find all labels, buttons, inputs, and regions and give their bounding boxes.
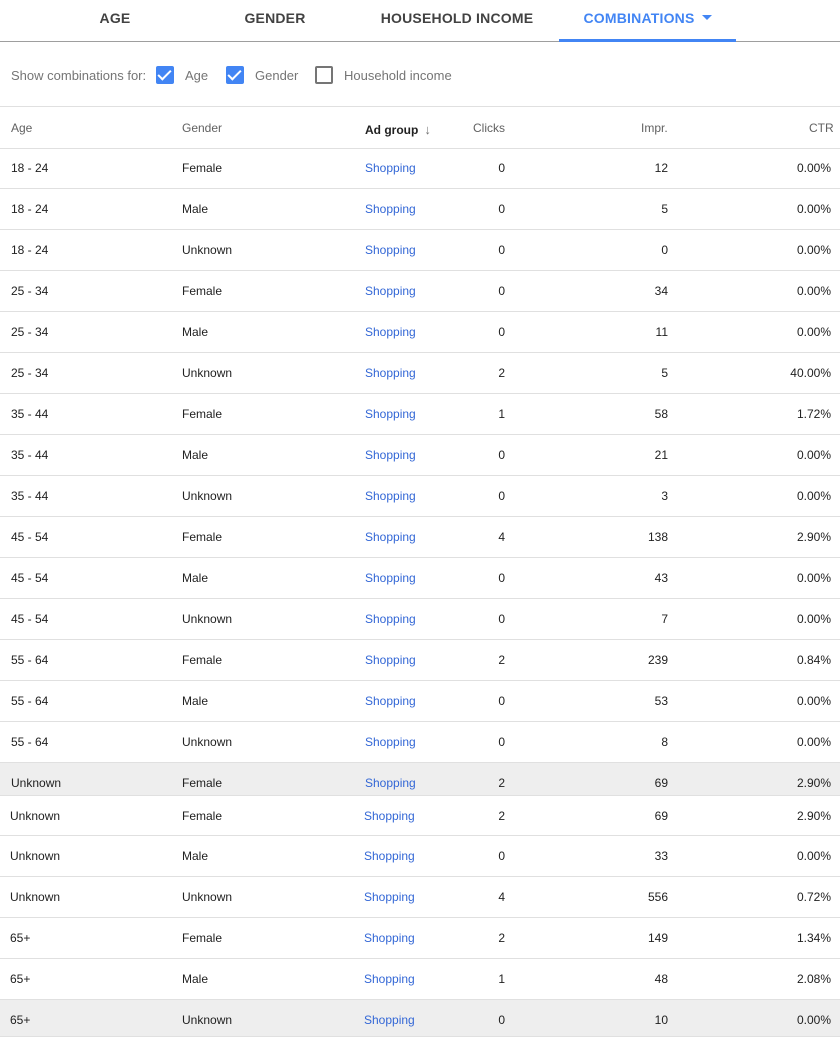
cell-age: 65+ <box>10 972 31 986</box>
cell-ad-group-link[interactable]: Shopping <box>365 776 416 790</box>
table-row[interactable] <box>0 959 840 1000</box>
cell-gender: Female <box>182 530 223 544</box>
column-header-ctr[interactable]: CTR <box>809 121 834 135</box>
cell-gender: Unknown <box>182 1013 233 1027</box>
cell-clicks: 0 <box>498 1013 505 1027</box>
cell-clicks: 0 <box>498 284 505 298</box>
cell-ad-group-link[interactable]: Shopping <box>365 202 416 216</box>
cell-age: 45 - 54 <box>11 612 49 626</box>
arrow-down-icon[interactable]: ↓ <box>424 122 431 137</box>
cell-impr: 69 <box>654 809 668 823</box>
cell-gender: Male <box>182 325 209 339</box>
cell-ctr: 0.00% <box>796 448 831 462</box>
cell-age: 55 - 64 <box>11 653 49 667</box>
cell-gender: Female <box>182 407 223 421</box>
cell-clicks: 0 <box>498 735 505 749</box>
column-header-age[interactable]: Age <box>11 121 33 135</box>
cell-gender: Unknown <box>182 612 233 626</box>
table-row[interactable] <box>0 517 840 558</box>
column-header-clicks[interactable]: Clicks <box>473 121 505 135</box>
cell-ctr: 2.90% <box>796 530 831 544</box>
tab-combinations-label: COMBINATIONS <box>583 10 695 26</box>
cell-age: 25 - 34 <box>11 284 49 298</box>
cell-clicks: 0 <box>498 325 505 339</box>
cell-clicks: 0 <box>498 243 505 257</box>
cell-ad-group-link[interactable]: Shopping <box>365 612 416 626</box>
cell-impr: 138 <box>647 530 668 544</box>
cell-ad-group-link[interactable]: Shopping <box>365 284 416 298</box>
cell-age: 45 - 54 <box>11 571 49 585</box>
cell-ctr: 2.90% <box>796 809 831 823</box>
age-checkbox-label[interactable]: Age <box>185 68 209 83</box>
cell-impr: 53 <box>654 694 668 708</box>
table-row[interactable] <box>0 918 840 959</box>
household-income-checkbox-label[interactable]: Household income <box>344 68 452 83</box>
cell-ctr: 0.00% <box>796 202 831 216</box>
cell-ad-group-link[interactable]: Shopping <box>364 849 415 863</box>
cell-clicks: 2 <box>498 931 505 945</box>
household-income-checkbox[interactable] <box>315 66 333 84</box>
cell-clicks: 0 <box>498 694 505 708</box>
cell-ctr: 0.00% <box>796 571 831 585</box>
table-row[interactable] <box>0 1000 840 1037</box>
cell-ad-group-link[interactable]: Shopping <box>364 809 415 823</box>
cell-ad-group-link[interactable]: Shopping <box>365 489 416 503</box>
column-header-gender[interactable]: Gender <box>182 121 223 135</box>
cell-ad-group-link[interactable]: Shopping <box>364 890 415 904</box>
gender-checkbox-label[interactable]: Gender <box>255 68 299 83</box>
cell-impr: 43 <box>654 571 668 585</box>
cell-age: 18 - 24 <box>11 161 49 175</box>
table-row[interactable] <box>0 763 840 796</box>
cell-ctr: 0.84% <box>796 653 831 667</box>
cell-impr: 58 <box>654 407 668 421</box>
tab-combinations[interactable] <box>559 0 736 42</box>
cell-ad-group-link[interactable]: Shopping <box>365 366 416 380</box>
cell-clicks: 2 <box>498 653 505 667</box>
cell-clicks: 4 <box>498 530 505 544</box>
cell-gender: Male <box>182 202 209 216</box>
cell-age: 25 - 34 <box>11 325 49 339</box>
cell-ctr: 0.00% <box>796 161 831 175</box>
cell-ctr: 1.34% <box>796 931 831 945</box>
table-row[interactable] <box>0 353 840 394</box>
column-header-ad-group-label: Ad group <box>365 123 419 137</box>
cell-impr: 0 <box>661 243 668 257</box>
cell-ctr: 0.00% <box>796 612 831 626</box>
cell-ad-group-link[interactable]: Shopping <box>365 530 416 544</box>
cell-impr: 7 <box>661 612 668 626</box>
table-row[interactable] <box>0 796 840 836</box>
cell-ad-group-link[interactable]: Shopping <box>365 735 416 749</box>
table-row[interactable] <box>0 836 840 877</box>
cell-ad-group-link[interactable]: Shopping <box>364 1013 415 1027</box>
cell-gender: Male <box>182 571 209 585</box>
cell-impr: 48 <box>654 972 668 986</box>
cell-impr: 149 <box>647 931 668 945</box>
cell-clicks: 2 <box>498 776 505 790</box>
cell-age: 55 - 64 <box>11 735 49 749</box>
cell-clicks: 1 <box>498 407 505 421</box>
cell-gender: Male <box>182 849 209 863</box>
table-row[interactable] <box>0 189 840 230</box>
gender-checkbox[interactable] <box>226 66 244 84</box>
cell-gender: Unknown <box>182 489 233 503</box>
cell-impr: 3 <box>661 489 668 503</box>
cell-clicks: 0 <box>498 489 505 503</box>
cell-ctr: 0.00% <box>796 243 831 257</box>
cell-gender: Female <box>182 809 223 823</box>
cell-ad-group-link[interactable]: Shopping <box>365 161 416 175</box>
cell-age: 25 - 34 <box>11 366 49 380</box>
cell-gender: Male <box>182 972 209 986</box>
cell-ctr: 0.00% <box>796 849 831 863</box>
cell-ctr: 0.00% <box>796 694 831 708</box>
column-header-impr[interactable]: Impr. <box>641 121 668 135</box>
cell-clicks: 2 <box>498 809 505 823</box>
cell-ctr: 0.00% <box>796 735 831 749</box>
cell-clicks: 2 <box>498 366 505 380</box>
table-header <box>0 108 840 149</box>
cell-clicks: 0 <box>498 448 505 462</box>
cell-ctr: 0.00% <box>796 325 831 339</box>
table-row[interactable] <box>0 148 840 189</box>
cell-age: 65+ <box>10 1013 31 1027</box>
cell-age: 45 - 54 <box>11 530 49 544</box>
age-checkbox[interactable] <box>156 66 174 84</box>
column-header-ad-group[interactable] <box>365 122 431 137</box>
table-row[interactable] <box>0 640 840 681</box>
table-row[interactable] <box>0 877 840 918</box>
cell-impr: 239 <box>647 653 668 667</box>
cell-ad-group-link[interactable]: Shopping <box>365 653 416 667</box>
cell-impr: 33 <box>654 849 668 863</box>
cell-age: Unknown <box>11 776 62 790</box>
cell-clicks: 4 <box>498 890 505 904</box>
cell-ctr: 0.00% <box>796 284 831 298</box>
cell-gender: Female <box>182 653 223 667</box>
cell-impr: 12 <box>654 161 668 175</box>
cell-ad-group-link[interactable]: Shopping <box>365 448 416 462</box>
tab-age[interactable]: AGE <box>99 10 131 26</box>
cell-impr: 556 <box>647 890 668 904</box>
cell-age: Unknown <box>10 809 61 823</box>
cell-clicks: 0 <box>498 849 505 863</box>
cell-age: 18 - 24 <box>11 243 49 257</box>
table-row[interactable] <box>0 230 840 271</box>
cell-ad-group-link[interactable]: Shopping <box>365 407 416 421</box>
cell-age: 65+ <box>10 931 31 945</box>
cell-age: Unknown <box>10 849 61 863</box>
cell-age: 35 - 44 <box>11 489 49 503</box>
cell-gender: Unknown <box>182 366 233 380</box>
cell-ctr: 40.00% <box>790 366 831 380</box>
cell-ctr: 2.90% <box>796 776 831 790</box>
cell-age: 18 - 24 <box>11 202 49 216</box>
cell-gender: Unknown <box>182 243 233 257</box>
cell-impr: 21 <box>654 448 668 462</box>
table-row[interactable] <box>0 271 840 312</box>
cell-age: Unknown <box>10 890 61 904</box>
tab-bar <box>0 0 840 42</box>
cell-ctr: 0.72% <box>796 890 831 904</box>
cell-ad-group-link[interactable]: Shopping <box>365 694 416 708</box>
table-row[interactable] <box>0 435 840 476</box>
tab-household-income[interactable]: HOUSEHOLD INCOME <box>380 10 534 26</box>
cell-gender: Unknown <box>182 890 233 904</box>
cell-age: 35 - 44 <box>11 448 49 462</box>
cell-clicks: 0 <box>498 161 505 175</box>
cell-impr: 11 <box>655 325 668 339</box>
caret-down-icon[interactable] <box>702 15 712 20</box>
cell-ad-group-link[interactable]: Shopping <box>365 571 416 585</box>
cell-clicks: 0 <box>498 612 505 626</box>
cell-ctr: 0.00% <box>796 489 831 503</box>
cell-gender: Unknown <box>182 735 233 749</box>
cell-impr: 8 <box>661 735 668 749</box>
cell-gender: Male <box>182 448 209 462</box>
cell-gender: Female <box>182 284 223 298</box>
cell-ad-group-link[interactable]: Shopping <box>364 972 415 986</box>
cell-gender: Female <box>182 931 223 945</box>
table-row[interactable] <box>0 394 840 435</box>
table-row[interactable] <box>0 558 840 599</box>
cell-impr: 10 <box>654 1013 668 1027</box>
cell-clicks: 0 <box>498 571 505 585</box>
cell-ad-group-link[interactable]: Shopping <box>364 931 415 945</box>
filter-label: Show combinations for: <box>11 68 147 83</box>
cell-impr: 34 <box>654 284 668 298</box>
cell-gender: Female <box>182 776 223 790</box>
cell-clicks: 0 <box>498 202 505 216</box>
table-row[interactable] <box>0 599 840 640</box>
combinations-filter <box>0 43 840 107</box>
cell-gender: Female <box>182 161 223 175</box>
cell-ctr: 2.08% <box>796 972 831 986</box>
cell-ctr: 1.72% <box>796 407 831 421</box>
cell-gender: Male <box>182 694 209 708</box>
table-row[interactable] <box>0 681 840 722</box>
table-row[interactable] <box>0 722 840 763</box>
cell-age: 55 - 64 <box>11 694 49 708</box>
cell-ad-group-link[interactable]: Shopping <box>365 325 416 339</box>
cell-impr: 69 <box>654 776 668 790</box>
cell-impr: 5 <box>661 366 668 380</box>
cell-ad-group-link[interactable]: Shopping <box>365 243 416 257</box>
cell-ctr: 0.00% <box>796 1013 831 1027</box>
cell-impr: 5 <box>661 202 668 216</box>
table-row[interactable] <box>0 476 840 517</box>
table-row[interactable] <box>0 312 840 353</box>
cell-age: 35 - 44 <box>11 407 49 421</box>
tab-gender[interactable]: GENDER <box>244 10 306 26</box>
cell-clicks: 1 <box>498 972 505 986</box>
